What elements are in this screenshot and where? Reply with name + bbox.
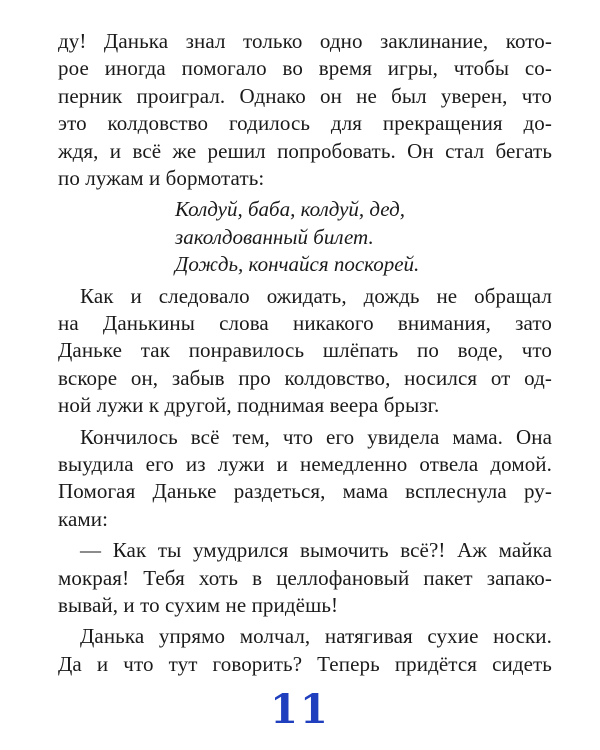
text-line: Кончилось всё тем, что его увидела мама. Она — [80, 424, 552, 449]
poem-line: заколдованный билет. — [175, 224, 374, 249]
text-line: на Данькины слова никакого внимания, зато — [58, 311, 552, 335]
dialogue-line: — Как ты умудрился вымочить всё?! Аж майка — [80, 538, 552, 563]
text-line: вскоре он, забыв про колдовство, носился от од- — [58, 365, 552, 390]
text-line: Даньке так понравилось шлёпать по воде, что — [58, 338, 552, 363]
dialogue-line: вывай, и то сухим не придёшь! — [58, 593, 339, 617]
text-line: Данька упрямо молчал, натягивая сухие носки. — [80, 624, 552, 649]
poem-line: Дождь, кончайся поскорей. — [175, 252, 420, 277]
text-line: ками: — [58, 506, 109, 531]
text-line: Как и следовало ожидать, дождь не обращал — [80, 283, 552, 308]
text-line: по лужам и бормотать: — [58, 166, 265, 190]
text-line: это колдовство годилось для прекращения до- — [58, 111, 552, 136]
dialogue-line: мокрая! Тебя хоть в целлофановый пакет запако- — [58, 565, 552, 590]
text-line: перник проиграл. Однако он не был уверен, что — [58, 83, 552, 108]
text-line: ду! Данька знал только одно заклинание, кото- — [58, 29, 552, 53]
text-line: ждя, и всё же решил попробовать. Он стал бегать — [58, 138, 552, 163]
text-line: Да и что тут говорить? Теперь придётся сидеть — [58, 651, 552, 676]
page-number: 11 — [270, 686, 330, 733]
text-line: выудила его из лужи и немедленно отвела домой. — [58, 452, 552, 476]
text-line: ной лужи к другой, поднимая веера брызг. — [58, 393, 440, 418]
poem-line: Колдуй, баба, колдуй, дед, — [175, 197, 405, 222]
text-line: Помогая Даньке раздеться, мама всплеснула ру- — [58, 479, 552, 504]
text-line: рое иногда помогало во время игры, чтобы со- — [58, 56, 552, 81]
